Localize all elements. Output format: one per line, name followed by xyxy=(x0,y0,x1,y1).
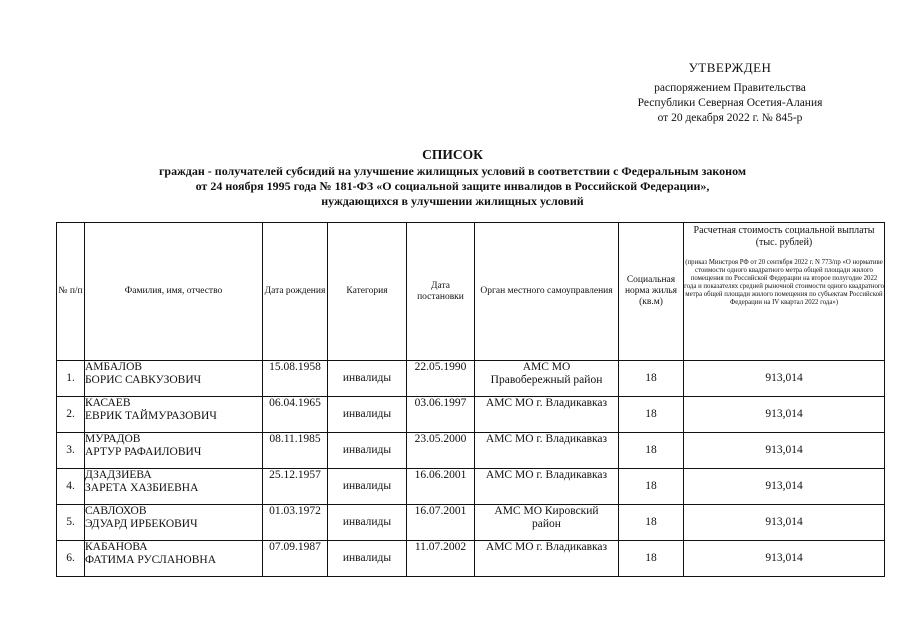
cell-reg-date: 16.07.2001 xyxy=(407,505,475,541)
approval-title: УТВЕРЖДЕН xyxy=(688,60,772,75)
cell-reg-date: 03.06.1997 xyxy=(407,397,475,433)
document-subtitle-line-2: от 24 ноября 1995 года № 181-ФЗ «О социальной защите инвалидов в Российской Федерации», xyxy=(195,179,710,193)
cell-norm: 18 xyxy=(619,361,684,397)
approval-line-3: от 20 декабря 2022 г. № 845-р xyxy=(657,112,803,124)
cell-norm: 18 xyxy=(619,505,684,541)
cell-surname: САВЛОХОВ xyxy=(85,505,147,517)
cell-category: инвалиды xyxy=(328,541,407,577)
table-row xyxy=(57,433,885,469)
cell-category: инвалиды xyxy=(328,361,407,397)
cell-norm: 18 xyxy=(619,469,684,505)
table-row xyxy=(57,469,885,505)
table-row xyxy=(57,361,885,397)
cell-amount: 913,014 xyxy=(684,361,885,397)
header-cost-note: (приказ Минстроя РФ от 20 сентября 2022 г. N 773/пр «О нормативе стоимости одного квадратного метра общей площади жилого помещения по Российской Федерации на второе полугодие 2022 года и показателях средней рыночной стоимости одного квадратного метра общей площади жилого помещения по субъектам Российской Федерации на IV квартал 2022 года») xyxy=(684,259,884,306)
cell-surname: АМБАЛОВ xyxy=(85,361,143,373)
approval-block xyxy=(610,60,850,124)
cell-org xyxy=(475,469,619,505)
table-row xyxy=(57,505,885,541)
cell-name xyxy=(85,397,263,433)
cell-surname: ДЗАДЗИЕВА xyxy=(85,469,152,481)
cell-dob: 08.11.1985 xyxy=(263,433,328,469)
cell-category: инвалиды xyxy=(328,433,407,469)
cell-given-name: ФАТИМА РУСЛАНОВНА xyxy=(85,554,217,566)
cell-org-line-1: АМС МО г. Владикавказ xyxy=(485,541,608,553)
cell-norm: 18 xyxy=(619,397,684,433)
cell-org-line-1: АМС МО г. Владикавказ xyxy=(485,469,608,481)
header-reg-date: Дата постановки xyxy=(407,223,475,361)
cell-num: 6. xyxy=(57,541,85,577)
cell-amount: 913,014 xyxy=(684,505,885,541)
cell-amount: 913,014 xyxy=(684,397,885,433)
cell-norm: 18 xyxy=(619,541,684,577)
cell-org-line-2: Правобережный район xyxy=(490,374,603,386)
cell-category: инвалиды xyxy=(328,505,407,541)
cell-dob: 01.03.1972 xyxy=(263,505,328,541)
cell-num: 3. xyxy=(57,433,85,469)
cell-org xyxy=(475,541,619,577)
cell-org xyxy=(475,433,619,469)
cell-surname: КАБАНОВА xyxy=(85,541,148,553)
cell-given-name: БОРИС САВКУЗОВИЧ xyxy=(85,374,202,386)
recipients-table xyxy=(56,222,885,577)
header-norm: Социальная норма жилья (кв.м) xyxy=(619,223,684,361)
cell-surname: МУРАДОВ xyxy=(85,433,141,445)
cell-name xyxy=(85,469,263,505)
cell-dob: 06.04.1965 xyxy=(263,397,328,433)
cell-given-name: ЗАРЕТА ХАЗБИЕВНА xyxy=(85,482,199,494)
cell-reg-date: 23.05.2000 xyxy=(407,433,475,469)
document-subtitle-line-1: граждан - получателей субсидий на улучшение жилищных условий в соответствии с Федеральным законом xyxy=(158,164,747,178)
table-row xyxy=(57,397,885,433)
cell-org xyxy=(475,397,619,433)
cell-dob: 15.08.1958 xyxy=(263,361,328,397)
cell-category: инвалиды xyxy=(328,469,407,505)
cell-reg-date: 11.07.2002 xyxy=(407,541,475,577)
header-cost xyxy=(684,223,885,361)
document-subtitle-line-3: нуждающихся в улучшении жилищных условий xyxy=(321,194,584,208)
cell-num: 5. xyxy=(57,505,85,541)
cell-org-line-1: АМС МО xyxy=(522,361,571,373)
cell-org xyxy=(475,361,619,397)
cell-name xyxy=(85,505,263,541)
header-cost-main: Расчетная стоимость социальной выплаты (тыс. рублей) xyxy=(693,225,875,248)
cell-org-line-1: АМС МО г. Владикавказ xyxy=(485,397,608,409)
cell-dob: 07.09.1987 xyxy=(263,541,328,577)
cell-dob: 25.12.1957 xyxy=(263,469,328,505)
header-num: № п/п xyxy=(57,223,85,361)
cell-norm: 18 xyxy=(619,433,684,469)
cell-surname: КАСАЕВ xyxy=(85,397,131,409)
cell-name xyxy=(85,361,263,397)
cell-amount: 913,014 xyxy=(684,541,885,577)
cell-name xyxy=(85,433,263,469)
cell-given-name: ЭДУАРД ИРБЕКОВИЧ xyxy=(85,518,198,530)
approval-line-1: распоряжением Правительства xyxy=(654,82,806,94)
table-row xyxy=(57,541,885,577)
cell-org xyxy=(475,505,619,541)
header-org: Орган местного самоуправления xyxy=(475,223,619,361)
cell-org-line-1: АМС МО г. Владикавказ xyxy=(485,433,608,445)
header-name: Фамилия, имя, отчество xyxy=(85,223,263,361)
cell-num: 1. xyxy=(57,361,85,397)
cell-org-line-2: район xyxy=(532,518,561,530)
cell-name xyxy=(85,541,263,577)
header-category: Категория xyxy=(328,223,407,361)
cell-reg-date: 22.05.1990 xyxy=(407,361,475,397)
cell-amount: 913,014 xyxy=(684,433,885,469)
cell-num: 4. xyxy=(57,469,85,505)
cell-num: 2. xyxy=(57,397,85,433)
cell-category: инвалиды xyxy=(328,397,407,433)
approval-line-2: Республики Северная Осетия-Алания xyxy=(637,97,823,109)
table-header-row xyxy=(57,223,885,361)
document-title: СПИСОК xyxy=(422,147,483,162)
cell-amount: 913,014 xyxy=(684,469,885,505)
cell-org-line-1: АМС МО Кировский xyxy=(494,505,599,517)
cell-reg-date: 16.06.2001 xyxy=(407,469,475,505)
cell-given-name: ЕВРИК ТАЙМУРАЗОВИЧ xyxy=(85,410,217,422)
header-dob: Дата рождения xyxy=(263,223,328,361)
cell-given-name: АРТУР РАФАИЛОВИЧ xyxy=(85,446,202,458)
